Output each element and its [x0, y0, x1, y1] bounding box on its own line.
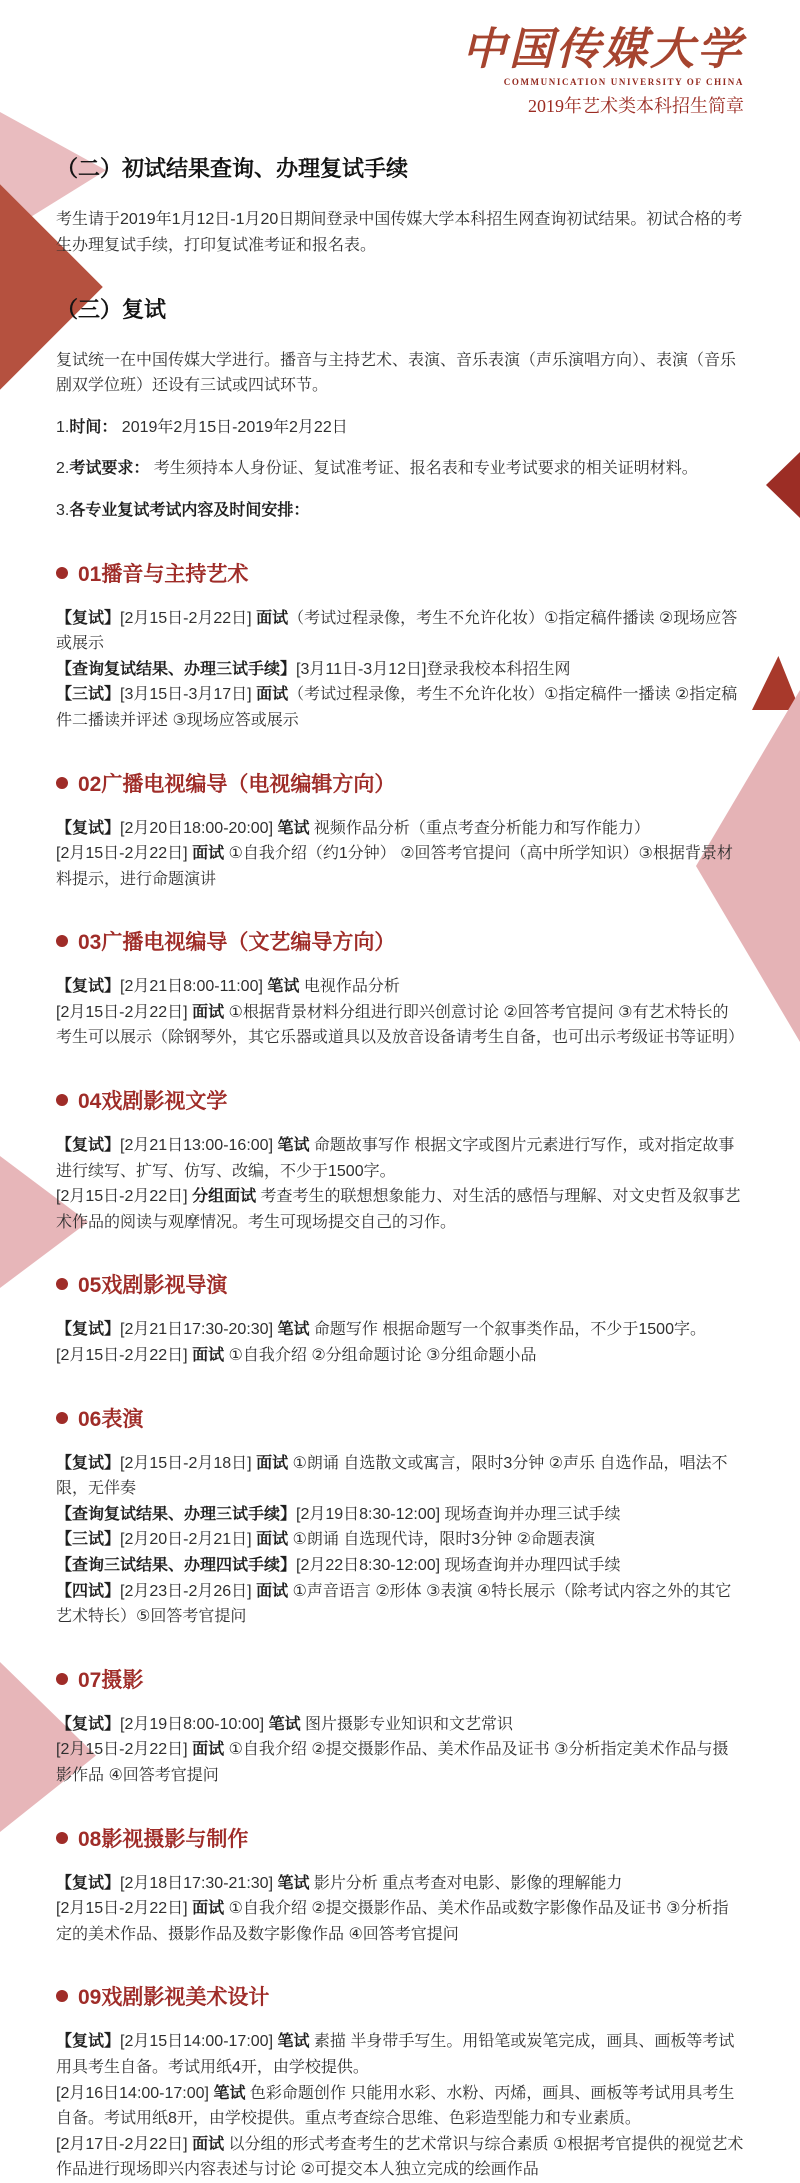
paragraph-text: 3.	[56, 501, 70, 519]
major-heading	[56, 768, 744, 798]
major-paragraph	[56, 606, 744, 657]
major-paragraph	[56, 1000, 744, 1051]
major-paragraph-text: [2月15日-2月22日]	[56, 1347, 193, 1365]
major-title: 03广播电视编导（文艺编导方向）	[78, 931, 396, 955]
major-title: 07摄影	[78, 1668, 144, 1692]
brochure-title: 2019年艺术类本科招生简章	[528, 96, 744, 117]
major-paragraph-text: 命题写作 根据命题写一个叙事类作品，不少于1500字。	[309, 1321, 706, 1339]
major-paragraph-text: 色彩命题创作 只能用水彩、水粉、丙烯，画具、画板等考试用具考生自备。考试用纸8开，由学校提供。重点考查综合思维、色彩造型能力和专业素质。	[56, 2084, 735, 2128]
major-paragraph-text: ①根据背景材料分组进行即兴创意讨论 ②回答考官提问 ③有艺术特长的考生可以展示（除钢琴外，其它乐器或道具以及放音设备请考生自备，也可出示考级证书等证明）	[56, 1003, 745, 1047]
major-paragraph-bold-text: 笔试	[277, 2033, 310, 2051]
major-paragraph	[56, 682, 744, 733]
major-paragraph-bold-text: 面试	[192, 1900, 225, 1918]
bullet-icon	[56, 1990, 68, 2002]
paragraph-text: 1.	[56, 418, 70, 436]
bullet-icon	[56, 1412, 68, 1424]
major-paragraph-text: 以分组的形式考查考生的艺术常识与综合素质 ①根据考官提供的视觉艺术作品进行现场即兴内容表述与讨论 ②可提交本人独立完成的绘画作品	[56, 2135, 744, 2179]
paragraph	[56, 498, 744, 524]
major-paragraph-text: ①自我介绍 ②提交摄影作品、美术作品及证书 ③分析指定美术作品与摄影作品 ④回答考官提问	[56, 1741, 729, 1784]
major-paragraph-text: [2月15日-2月22日]	[56, 1003, 193, 1021]
major-paragraph-bold-text: 分组面试	[192, 1188, 257, 1206]
major-paragraph-text: ①自我介绍（约1分钟） ②回答考官提问（高中所学知识）③根据背景材料提示，进行命题演讲	[56, 845, 733, 888]
major-paragraph-text: [2月15日-2月22日]	[56, 1741, 193, 1759]
major-title: 01播音与主持艺术	[78, 562, 249, 586]
paragraph-text: 考生请于2019年1月12日-1月20日期间登录中国传媒大学本科招生网查询初试结果。初试合格的考生办理复试手续，打印复试准考证和报名表。	[56, 211, 743, 254]
major-section	[56, 926, 744, 1051]
bullet-icon	[56, 935, 68, 947]
paragraph	[56, 207, 744, 258]
major-paragraph-bold-text: 【复试】	[56, 978, 121, 996]
major-heading	[56, 1664, 744, 1694]
bullet-icon	[56, 777, 68, 789]
paragraph-bold-text: 时间：	[69, 418, 118, 436]
major-paragraph	[56, 1502, 744, 1528]
major-paragraph	[56, 816, 744, 842]
major-paragraph-text: [3月15日-3月17日]	[120, 686, 257, 704]
major-paragraph	[56, 974, 744, 1000]
section-heading: （三）复试	[56, 296, 167, 322]
major-section	[56, 1085, 744, 1235]
major-section	[56, 1823, 744, 1948]
major-paragraph-text: [2月15日-2月22日]	[120, 609, 257, 627]
bullet-icon	[56, 567, 68, 579]
major-heading	[56, 1823, 744, 1853]
major-heading	[56, 1981, 744, 2011]
major-paragraph-bold-text: 面试	[256, 609, 289, 627]
major-paragraph-text: [2月15日-2月22日]	[56, 1900, 193, 1918]
major-paragraph-bold-text: 面试	[256, 686, 289, 704]
major-paragraph-bold-text: 【三试】	[56, 1531, 121, 1549]
major-paragraph-bold-text: 面试	[192, 1741, 225, 1759]
major-paragraph-text: ①自我介绍 ②分组命题讨论 ③分组命题小品	[224, 1347, 537, 1365]
major-paragraph	[56, 1184, 744, 1235]
major-paragraph-text: [2月23日-2月26日]	[120, 1582, 257, 1600]
logo-caption: COMMUNICATION UNIVERSITY OF CHINA	[503, 77, 744, 88]
major-paragraph-text: [2月17日-2月22日]	[56, 2135, 193, 2153]
bullet-icon	[56, 1673, 68, 1685]
major-heading	[56, 558, 744, 588]
major-heading	[56, 1085, 744, 1115]
paragraph-bold-text: 各专业复试考试内容及时间安排：	[69, 501, 310, 519]
major-paragraph-text: ①声音语言 ②形体 ③表演 ④特长展示（除考试内容之外的其它艺术特长）⑤回答考官提问	[56, 1582, 732, 1626]
major-title: 05戏剧影视导演	[78, 1274, 228, 1298]
major-paragraph-text: 图片摄影专业知识和文艺常识	[300, 1715, 514, 1733]
major-paragraph-text: [2月19日8:00-10:00]	[120, 1715, 269, 1733]
major-paragraph-bold-text: 【查询复试结果、办理三试手续】	[56, 1505, 297, 1523]
major-paragraph-bold-text: 【复试】	[56, 1874, 121, 1892]
major-paragraph-text: [2月21日17:30-20:30]	[120, 1321, 278, 1339]
paragraph-text: 复试统一在中国传媒大学进行。播音与主持艺术、表演、音乐表演（声乐演唱方向）、表演（音乐剧双学位班）还设有三试或四试环节。	[56, 351, 737, 395]
paragraph-text: 2019年2月15日-2019年2月22日	[117, 418, 348, 436]
major-paragraph	[56, 1896, 744, 1947]
major-paragraph-text: ①朗诵 自选散文或寓言，限时3分钟 ②声乐 自选作品，唱法不限，无伴奏	[56, 1454, 728, 1498]
major-paragraph	[56, 2132, 744, 2183]
major-heading	[56, 1269, 744, 1299]
paragraph-text: 考生须持本人身份证、复试准考证、报名表和专业考试要求的相关证明材料。	[149, 460, 698, 478]
major-paragraph	[56, 1712, 744, 1738]
major-paragraph-text: （考试过程录像，考生不允许化妆）①指定稿件播读 ②现场应答或展示	[56, 609, 738, 653]
major-paragraph-text: [2月22日8:30-12:00] 现场查询并办理四试手续	[296, 1557, 621, 1575]
bullet-icon	[56, 1832, 68, 1844]
major-title: 09戏剧影视美术设计	[78, 1986, 270, 2010]
major-paragraph-bold-text: 笔试	[277, 819, 310, 837]
major-paragraph-bold-text: 笔试	[267, 978, 300, 996]
major-paragraph-bold-text: 面试	[192, 2135, 225, 2153]
major-paragraph-bold-text: 【查询复试结果、办理三试手续】	[56, 660, 297, 678]
paragraph	[56, 415, 744, 441]
major-section	[56, 1403, 744, 1630]
major-paragraph-bold-text: 笔试	[277, 1874, 310, 1892]
paragraph	[56, 348, 744, 399]
major-paragraph	[56, 657, 744, 683]
major-paragraph-text: 素描 半身带手写生。用铅笔或炭笔完成，画具、画板等考试用具考生自备。考试用纸4开，由学校提供。	[56, 2033, 735, 2076]
header	[56, 26, 744, 118]
major-title: 02广播电视编导（电视编辑方向）	[78, 772, 396, 796]
major-paragraph-text: [2月20日18:00-20:00]	[120, 819, 278, 837]
major-paragraph-text: ①朗诵 自选现代诗，限时3分钟 ②命题表演	[288, 1531, 596, 1549]
major-paragraph-bold-text: 笔试	[213, 2084, 246, 2102]
major-heading	[56, 926, 744, 956]
major-paragraph-bold-text: 【复试】	[56, 819, 121, 837]
major-paragraph	[56, 1737, 744, 1788]
major-paragraph-text: 命题故事写作 根据文字或图片元素进行写作，或对指定故事进行续写、扩写、仿写、改编，不少于1500字。	[56, 1137, 735, 1180]
major-title: 04戏剧影视文学	[78, 1090, 228, 1114]
major-paragraph-bold-text: 面试	[192, 1003, 225, 1021]
major-paragraph-bold-text: 面试	[192, 845, 225, 863]
section-heading: （二）初试结果查询、办理复试手续	[56, 156, 409, 182]
major-paragraph	[56, 2029, 744, 2080]
major-paragraph-bold-text: 面试	[192, 1347, 225, 1365]
major-paragraph-bold-text: 【四试】	[56, 1582, 121, 1600]
major-paragraph	[56, 1317, 744, 1343]
major-paragraph	[56, 2081, 744, 2132]
major-paragraph	[56, 1451, 744, 1502]
major-paragraph	[56, 1579, 744, 1630]
major-paragraph-text: [2月21日8:00-11:00]	[120, 978, 268, 996]
major-paragraph-text: 电视作品分析	[299, 978, 400, 996]
major-section	[56, 1269, 744, 1368]
major-section	[56, 768, 744, 893]
major-paragraph-bold-text: 面试	[256, 1454, 289, 1472]
major-paragraph	[56, 1343, 744, 1369]
major-paragraph	[56, 1133, 744, 1184]
major-paragraph-bold-text: 面试	[256, 1582, 289, 1600]
major-paragraph-text: [2月18日17:30-21:30]	[120, 1874, 278, 1892]
major-paragraph-text: [2月16日14:00-17:00]	[56, 2084, 214, 2102]
major-paragraph-bold-text: 【复试】	[56, 2033, 121, 2051]
major-paragraph-bold-text: 【复试】	[56, 1715, 121, 1733]
major-paragraph-text: [2月20日-2月21日]	[120, 1531, 257, 1549]
bullet-icon	[56, 1278, 68, 1290]
major-paragraph-bold-text: 【复试】	[56, 1321, 121, 1339]
bullet-icon	[56, 1094, 68, 1106]
major-paragraph-text: ①自我介绍 ②提交摄影作品、美术作品或数字影像作品及证书 ③分析指定的美术作品、摄影作品及数字影像作品 ④回答考官提问	[56, 1900, 729, 1943]
major-paragraph-text: [2月19日8:30-12:00] 现场查询并办理三试手续	[296, 1505, 621, 1523]
major-paragraph	[56, 841, 744, 892]
major-paragraph-bold-text: 【复试】	[56, 1454, 121, 1472]
major-title: 08影视摄影与制作	[78, 1827, 249, 1851]
university-logo: 中国传媒大学	[462, 24, 744, 75]
major-paragraph-text: [2月21日13:00-16:00]	[120, 1137, 278, 1155]
major-paragraph-bold-text: 笔试	[277, 1137, 310, 1155]
major-paragraph-text: [2月15日-2月18日]	[120, 1454, 257, 1472]
major-paragraph-text: [2月15日-2月22日]	[56, 1188, 193, 1206]
major-paragraph-text: [2月15日14:00-17:00]	[120, 2033, 278, 2051]
major-paragraph	[56, 1527, 744, 1553]
major-heading	[56, 1403, 744, 1433]
major-paragraph-text: 影片分析 重点考查对电影、影像的理解能力	[309, 1874, 623, 1892]
paragraph-text: 2.	[56, 460, 70, 478]
major-section	[56, 1981, 744, 2183]
paragraph-bold-text: 考试要求：	[69, 460, 150, 478]
document-content	[56, 152, 744, 2183]
major-paragraph-text: [2月15日-2月22日]	[56, 845, 193, 863]
major-paragraph-text: 视频作品分析（重点考查分析能力和写作能力）	[309, 819, 650, 837]
major-paragraph-bold-text: 【复试】	[56, 1137, 121, 1155]
major-paragraph-bold-text: 笔试	[277, 1321, 310, 1339]
major-paragraph-text: [3月11日-3月12日]登录我校本科招生网	[296, 660, 571, 678]
major-section	[56, 1664, 744, 1789]
paragraph	[56, 456, 744, 482]
major-paragraph	[56, 1553, 744, 1579]
major-paragraph-bold-text: 【复试】	[56, 609, 121, 627]
major-paragraph-bold-text: 面试	[256, 1531, 289, 1549]
major-paragraph-text: （考试过程录像，考生不允许化妆）①指定稿件一播读 ②指定稿件二播读并评述 ③现场应答或展示	[56, 686, 738, 729]
major-paragraph	[56, 1871, 744, 1897]
major-title: 06表演	[78, 1407, 144, 1431]
major-paragraph-bold-text: 笔试	[268, 1715, 301, 1733]
major-paragraph-bold-text: 【三试】	[56, 686, 121, 704]
major-paragraph-text: 考查考生的联想想象能力、对生活的感悟与理解、对文史哲及叙事艺术作品的阅读与观摩情况。考生可现场提交自己的习作。	[56, 1188, 741, 1231]
major-section	[56, 558, 744, 734]
major-paragraph-bold-text: 【查询三试结果、办理四试手续】	[56, 1557, 297, 1575]
